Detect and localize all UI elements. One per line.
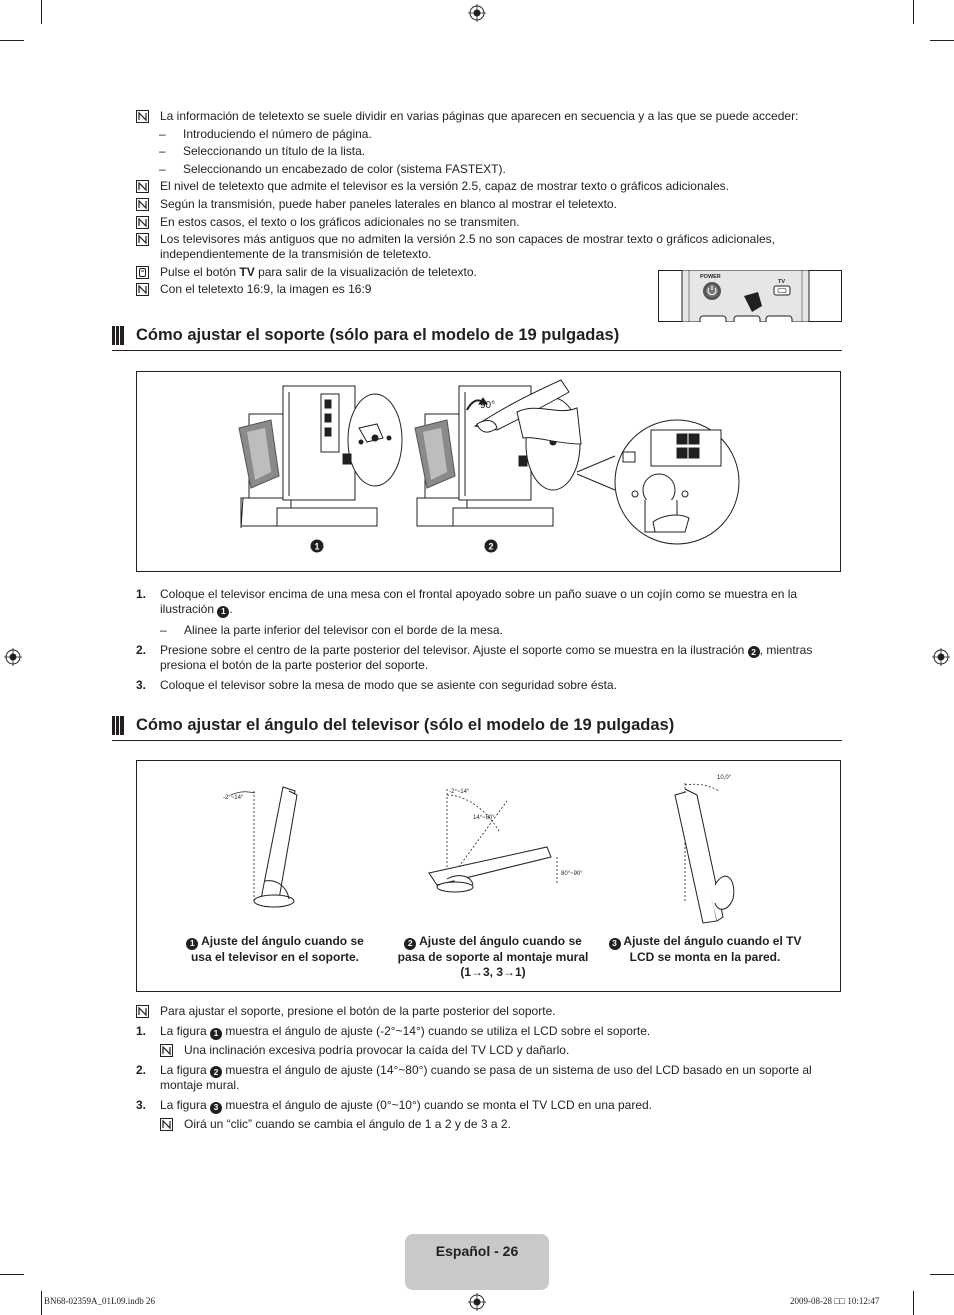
note-item bbox=[136, 179, 836, 194]
dash-item: – Seleccionando un encabezado de color (sistema FASTEXT). bbox=[159, 161, 506, 176]
imprint-left: BN68-02359A_01L09.indb 26 bbox=[44, 1296, 155, 1306]
step-sub-text: Alinee la parte inferior del televisor con el borde de la mesa. bbox=[184, 622, 503, 637]
step-number: 3. bbox=[136, 1098, 147, 1112]
step-item bbox=[136, 587, 836, 618]
dash-item: – Introduciendo el número de página. bbox=[159, 126, 372, 141]
figure-1-badge bbox=[311, 540, 324, 553]
note-icon bbox=[136, 198, 149, 211]
dash-text: Seleccionando un título de la lista. bbox=[183, 144, 366, 159]
registration-mark-icon bbox=[468, 1293, 486, 1311]
figure-ref-badge: 2 bbox=[748, 646, 760, 658]
stand-adjust-illustration bbox=[137, 372, 840, 571]
angle-figure bbox=[136, 760, 841, 992]
step-item bbox=[136, 643, 836, 674]
step-item bbox=[136, 1063, 836, 1094]
angle-caption-3: 3 Ajuste del ángulo cuando el TV LCD se monta en la pared. bbox=[603, 934, 807, 965]
step-text: La figura 2 muestra el ángulo de ajuste (14°~80°) cuando se pasa de un sistema de uso del LCD basado en un soporte al montaje mural. bbox=[160, 1062, 812, 1092]
step-number: 1. bbox=[136, 1024, 147, 1038]
section-heading-angle bbox=[112, 715, 842, 741]
figure-ref-badge: 3 bbox=[210, 1102, 222, 1114]
note-item bbox=[136, 1004, 836, 1019]
remote-button-icon bbox=[136, 266, 149, 279]
note-item bbox=[136, 109, 836, 124]
note-item bbox=[136, 215, 836, 230]
angle-label: 10,0° bbox=[717, 775, 732, 781]
registration-mark-icon bbox=[932, 648, 950, 666]
figure-ref-badge: 1 bbox=[210, 1028, 222, 1040]
imprint-right: 2009-08-28 □□ 10:12:47 bbox=[790, 1296, 880, 1306]
step-item bbox=[136, 1024, 836, 1040]
crop-mark bbox=[930, 1274, 954, 1275]
registration-mark-icon bbox=[468, 4, 486, 22]
crop-mark bbox=[913, 0, 914, 24]
note-text: Oirá un “clic” cuando se cambia el ángulo de 1 a 2 y de 3 a 2. bbox=[184, 1116, 511, 1131]
note-text: Los televisores más antiguos que no admiten la versión 2.5 no son capaces de mostrar texto o gráficos adicionales, independientemente de la transmisión de teletexto. bbox=[160, 232, 776, 262]
caption-badge: 3 bbox=[609, 938, 621, 950]
angle-label: -2°~14° bbox=[449, 789, 470, 795]
step-text: Presione sobre el centro de la parte posterior del televisor. Ajuste el soporte como se muestra en la ilustración 2 , mientras presiona el botón de la parte posterior del soporte. bbox=[160, 642, 813, 672]
crop-mark bbox=[0, 40, 24, 41]
figure-2-badge bbox=[485, 540, 498, 553]
note-text: Según la transmisión, puede haber paneles laterales en blanco al mostrar el teletexto. bbox=[160, 196, 617, 211]
crop-mark bbox=[930, 40, 954, 41]
note-icon bbox=[136, 180, 149, 193]
step-text: Coloque el televisor sobre la mesa de modo que se asiente con seguridad sobre ésta. bbox=[160, 678, 617, 692]
figure-ref-badge: 1 bbox=[217, 606, 229, 618]
angle-90-label: 90° bbox=[480, 400, 496, 411]
remote-control-illustration bbox=[658, 270, 842, 322]
tv-note-text: Pulse el botón TV para salir de la visualización de teletexto. bbox=[160, 264, 477, 279]
step-number: 1. bbox=[136, 587, 147, 601]
crop-mark bbox=[41, 1291, 42, 1315]
stand-figure bbox=[136, 371, 841, 572]
angle-label: -2°~14° bbox=[223, 795, 244, 801]
step-item bbox=[136, 678, 836, 693]
figure-ref-badge: 2 bbox=[210, 1066, 222, 1078]
caption-badge: 2 bbox=[404, 938, 416, 950]
step-text: La figura 1 muestra el ángulo de ajuste (-2°~14°) cuando se utiliza el LCD sobre el soporte. bbox=[160, 1024, 651, 1038]
power-label: POWER bbox=[700, 274, 721, 280]
step-text: Coloque el televisor encima de una mesa con el frontal apoyado sobre un paño suave o un cojín como se muestra en la ilustración 1 . bbox=[160, 587, 798, 616]
caption-badge: 1 bbox=[186, 938, 198, 950]
step-number: 2. bbox=[136, 1062, 147, 1077]
registration-mark-icon bbox=[4, 648, 22, 666]
crop-mark bbox=[41, 0, 42, 24]
crop-mark bbox=[0, 1274, 24, 1275]
section-title: Cómo ajustar el ángulo del televisor (sólo el modelo de 19 pulgadas) bbox=[136, 716, 675, 734]
step-sub-item: – Alinee la parte inferior del televisor con el borde de la mesa. bbox=[160, 622, 503, 637]
section-bar-icon bbox=[112, 326, 124, 345]
note-text: La información de teletexto se suele dividir en varias páginas que aparecen en secuencia y a las que se puede acceder: bbox=[160, 109, 799, 123]
dash-text: Seleccionando un encabezado de color (sistema FASTEXT). bbox=[183, 161, 506, 176]
note-icon bbox=[136, 110, 149, 123]
note-item bbox=[136, 197, 836, 212]
note-text: En estos casos, el texto o los gráficos adicionales no se transmiten. bbox=[160, 214, 520, 229]
note-icon bbox=[136, 216, 149, 229]
step-item bbox=[136, 1098, 836, 1114]
angle-steps bbox=[136, 1004, 836, 1134]
note-icon bbox=[136, 283, 149, 296]
page-label: Español - 26 bbox=[435, 1243, 519, 1259]
crop-mark bbox=[913, 1291, 914, 1315]
note-item bbox=[136, 232, 836, 262]
stand-steps bbox=[136, 587, 836, 698]
step-note bbox=[136, 1117, 836, 1132]
step-note bbox=[136, 1043, 836, 1058]
note-text: Una inclinación excesiva podría provocar la caída del TV LCD y dañarlo. bbox=[184, 1042, 570, 1057]
section-heading-stand bbox=[112, 325, 842, 351]
page-number-tab bbox=[405, 1234, 549, 1290]
dash-text: Introduciendo el número de página. bbox=[183, 126, 372, 141]
step-number: 3. bbox=[136, 678, 147, 692]
step-text: La figura 3 muestra el ángulo de ajuste (0°~10°) cuando se monta el TV LCD en una pared. bbox=[160, 1098, 653, 1112]
tv-label: TV bbox=[778, 279, 786, 285]
note-icon bbox=[160, 1044, 173, 1057]
svg-text:1: 1 bbox=[314, 541, 320, 552]
angle-caption-1: 1 Ajuste del ángulo cuando se usa el televisor en el soporte. bbox=[177, 934, 373, 965]
dash-item: – Seleccionando un título de la lista. bbox=[159, 144, 366, 159]
note-text: Para ajustar el soporte, presione el botón de la parte posterior del soporte. bbox=[160, 1004, 556, 1018]
svg-text:2: 2 bbox=[488, 541, 494, 552]
angle-label: 14°~80° bbox=[473, 815, 495, 821]
note-text: Con el teletexto 16:9, la imagen es 16:9 bbox=[160, 282, 372, 297]
note-icon bbox=[136, 233, 149, 246]
section-bar-icon bbox=[112, 716, 124, 735]
angle-label: 80°~90° bbox=[561, 871, 583, 877]
angle-caption-2: 2 Ajuste del ángulo cuando se pasa de soporte al montaje mural (1→3, 3→1) bbox=[397, 934, 589, 979]
section-title: Cómo ajustar el soporte (sólo para el modelo de 19 pulgadas) bbox=[136, 326, 620, 344]
step-number: 2. bbox=[136, 642, 147, 657]
note-text: El nivel de teletexto que admite el televisor es la versión 2.5, capaz de mostrar texto o gráficos adicionales. bbox=[160, 179, 729, 194]
note-icon bbox=[160, 1118, 173, 1131]
note-icon bbox=[136, 1005, 149, 1018]
